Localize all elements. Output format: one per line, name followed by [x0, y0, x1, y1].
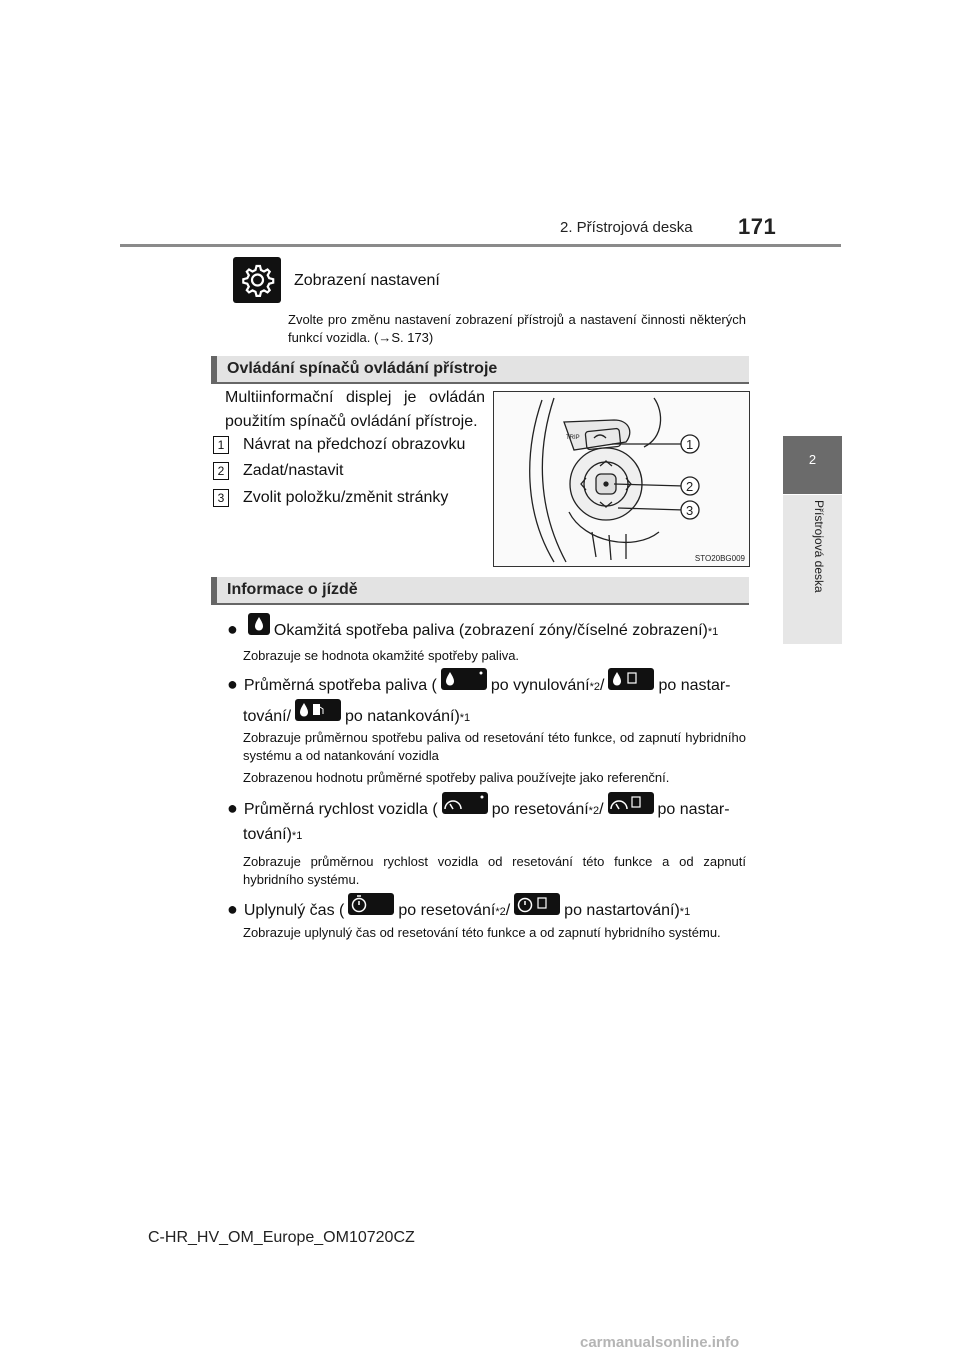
speed-reset-icon [442, 792, 488, 814]
fuel-start-icon [608, 668, 654, 690]
item-label: Zadat/nastavit [243, 462, 344, 479]
header-divider [120, 244, 841, 247]
trip-entry-title-part: / [600, 677, 605, 694]
settings-display-title: Zobrazení nastavení [294, 272, 440, 289]
list-item [213, 489, 448, 507]
trip-entry-title-part: Průměrná rychlost vozidla ( [243, 801, 438, 818]
bullet: ● [227, 674, 238, 694]
trip-entry-description: Zobrazuje průměrnou rychlost vozidla od resetování této funkce a od zapnutí hybridního systému. [243, 854, 746, 887]
trip-entry-average-fuel: ● Průměrná spotřeba paliva ( po vynulování *2 / po nastar- [227, 668, 731, 698]
trip-section-heading-text: Informace o jízdě [227, 581, 358, 598]
trip-entry-elapsed-time: ● Uplynulý čas ( po resetování *2 / po nastartování) *1 [227, 893, 690, 923]
bullet: ● [227, 899, 238, 919]
item-label: Návrat na předchozí obrazovku [243, 436, 466, 453]
switch-section-heading-text: Ovládání spínačů ovládání přístroje [227, 360, 498, 377]
trip-entry-description: Zobrazuje průměrnou spotřebu paliva od resetování této funkce, od zapnutí hybridního systému a od natankování vozidla [243, 730, 746, 763]
trip-entry-description: Zobrazenou hodnotu průměrné spotřeby paliva používejte jako referenční. [243, 770, 670, 785]
heading-edge-marker [211, 356, 217, 384]
timer-reset-icon [348, 893, 394, 915]
trip-entry-average-speed-line2: tování) *1 [243, 823, 302, 847]
trip-entry-title-part: po vynulování [490, 677, 590, 694]
image-code: STO20BG009 [694, 554, 745, 563]
document-code: C-HR_HV_OM_Europe_OM10720CZ [148, 1229, 415, 1246]
list-item [213, 462, 344, 480]
steering-switch-illustration [493, 391, 750, 567]
trip-entry-description: Zobrazuje se hodnota okamžité spotřeby paliva. [243, 648, 520, 663]
fuel-reset-icon [441, 668, 487, 690]
chapter-tab-number: 2 [808, 452, 817, 467]
trip-entry-title-part: po nastar- [657, 801, 730, 818]
item-number-badge: 2 [213, 462, 229, 480]
trip-section-heading [211, 577, 749, 605]
settings-display-description: Zvolte pro změnu nastavení zobrazení přístrojů a nastavení činnosti některých funkcí vozidla. (→S. 173) [288, 312, 746, 345]
heading-edge-marker [211, 577, 217, 605]
list-item [213, 436, 465, 454]
switch-section-heading [211, 356, 749, 384]
watermark: carmanualsonline.info [580, 1334, 740, 1351]
callout-2: 2 [686, 479, 694, 494]
switch-section-intro: Multiinformační displej je ovládán použitím spínačů ovládání přístroje. [225, 389, 485, 430]
gear-icon [233, 257, 281, 303]
fuel-refuel-icon [295, 699, 341, 721]
trip-button-label: TRIP [566, 435, 580, 441]
trip-entry-instant-fuel: ● Okamžitá spotřeba paliva (zobrazení zóny/číselné zobrazení) *1 [227, 613, 718, 643]
trip-entry-description: Zobrazuje uplynulý čas od resetování této funkce a od zapnutí hybridního systému. [243, 925, 721, 940]
trip-entry-title-part: po resetování [491, 801, 589, 818]
steering-switch-drawing [494, 392, 749, 566]
page-number: 171 [738, 214, 777, 239]
trip-entry-title-part: tování/ [243, 708, 292, 725]
callout-3: 3 [686, 503, 694, 518]
trip-entry-title: Okamžitá spotřeba paliva (zobrazení zóny/číselné zobrazení) [273, 622, 708, 639]
trip-entry-average-speed: ● Průměrná rychlost vozidla ( po resetování *2 / po nastar- [227, 792, 730, 822]
trip-entry-title-part: / [505, 902, 511, 919]
section-title: 2. Přístrojová deska [560, 219, 693, 236]
chapter-tab-label: Přístrojová deska [812, 500, 826, 593]
trip-entry-average-fuel-line2: tování/ po natankování) *1 [243, 699, 470, 729]
bullet: ● [227, 798, 238, 818]
chapter-tab-divider [783, 494, 842, 495]
timer-start-icon [514, 893, 560, 915]
callout-1: 1 [686, 437, 694, 452]
trip-entry-title-part: tování) [243, 826, 292, 843]
trip-entry-title-part: po resetování [398, 902, 496, 919]
trip-entry-title-part: / [599, 801, 604, 818]
item-number-badge: 3 [213, 489, 229, 507]
speed-start-icon [608, 792, 654, 814]
trip-entry-title-part: po nastar- [658, 677, 731, 694]
trip-entry-title-part: Průměrná spotřeba paliva ( [243, 677, 437, 694]
trip-entry-title-part: po nastartování) [564, 902, 680, 919]
trip-entry-title-part: Uplynulý čas ( [243, 902, 345, 919]
item-label: Zvolit položku/změnit stránky [243, 489, 449, 506]
bullet: ● [227, 619, 238, 639]
fuel-drop-icon [248, 613, 270, 635]
trip-entry-title-part: po natankování) [345, 708, 460, 725]
item-number-badge: 1 [213, 436, 229, 454]
